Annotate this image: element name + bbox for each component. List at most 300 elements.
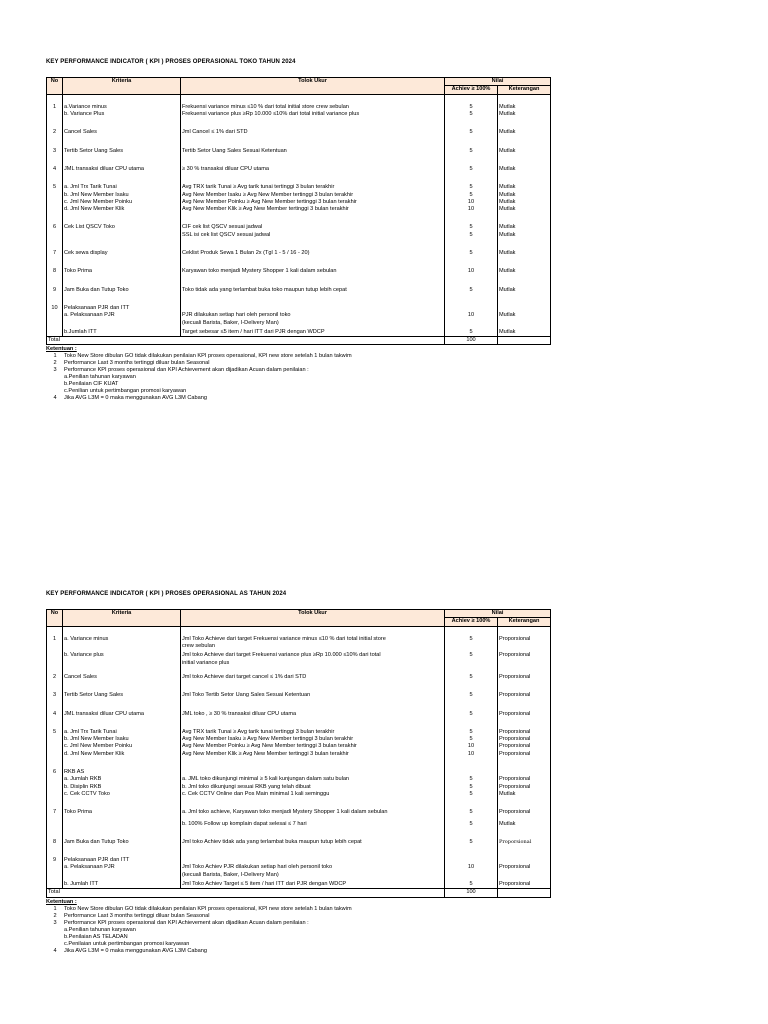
achiev-cell: 5 <box>445 224 498 231</box>
row-number <box>47 736 63 743</box>
table-row <box>47 287 551 294</box>
table-row <box>47 784 551 791</box>
spacer-cell <box>498 137 551 148</box>
spacer-cell <box>47 276 63 287</box>
tolok-ukur-cell: CIF cek list QSCV sesuai jadwal <box>181 224 445 231</box>
ketentuan-text: Toko New Store dibulan GO tidak dilakukan penilaian KPI proses operasional, KPI new store setelah 1 bulan takwim <box>64 353 352 360</box>
spacer-cell <box>63 239 181 250</box>
table-row <box>47 224 551 231</box>
ketentuan-text: b.Penilaian CIF KUAT <box>64 381 119 388</box>
spacer-cell <box>445 257 498 268</box>
row-number <box>47 232 63 239</box>
keterangan-cell: Mutlak <box>498 206 551 213</box>
achiev-cell <box>445 643 498 650</box>
spacer-cell <box>498 294 551 305</box>
spacer-cell <box>63 627 181 636</box>
spacer-cell <box>47 828 63 839</box>
spacer-cell <box>498 239 551 250</box>
spacer-cell <box>445 798 498 809</box>
row-number <box>47 872 63 879</box>
row-number: 9 <box>47 287 63 294</box>
kriteria-cell: b. Jumlah ITT <box>63 881 181 889</box>
ketentuan-text: b.Penilaian AS TELADAN <box>64 933 128 940</box>
tolok-ukur-cell: a. JML toko dikunjungi minimal ≥ 5 kali kunjungan dalam satu bulan <box>181 776 445 783</box>
spacer-cell <box>498 257 551 268</box>
row-number: 8 <box>47 839 63 846</box>
achiev-cell: 5 <box>445 329 498 337</box>
spacer-row <box>47 213 551 224</box>
ketentuan-number: 1 <box>53 905 57 912</box>
row-number <box>47 643 63 650</box>
spacer-cell <box>181 798 445 809</box>
kriteria-cell: Cek sewa display <box>63 250 181 257</box>
total-value: 100 <box>445 889 498 897</box>
tolok-ukur-cell: initial variance plus <box>181 660 445 667</box>
spacer-cell <box>445 681 498 692</box>
kriteria-cell: b. Jml New Member Isaku <box>63 192 181 199</box>
kriteria-cell: a. Jml Trx Tarik Tunai <box>63 184 181 191</box>
tolok-ukur-cell: Jml Toko Achieve dari target Frekuensi variance minus ≤10 % dari total initial store <box>181 636 445 643</box>
kriteria-cell: b.Jumlah ITT <box>63 329 181 337</box>
spacer-cell <box>181 758 445 769</box>
keterangan-cell: Mutlak <box>498 148 551 155</box>
table-row <box>47 839 551 846</box>
achiev-cell: 10 <box>445 199 498 206</box>
kriteria-cell <box>63 320 181 327</box>
spacer-cell <box>181 239 445 250</box>
tolok-ukur-cell: JML toko , ≥ 30 % transaksi diluar CPU utama <box>181 711 445 718</box>
keterangan-cell: Proporsional <box>498 881 551 889</box>
keterangan-cell: Proporsional <box>498 864 551 871</box>
tolok-ukur-cell: Toko tidak ada yang terlambat buka toko maupun tutup lebih cepat <box>181 287 445 294</box>
spacer-cell <box>445 718 498 729</box>
kriteria-cell: b. Variance plus <box>63 652 181 659</box>
spacer-row <box>47 276 551 287</box>
table-row <box>47 872 551 879</box>
row-number: 2 <box>47 674 63 681</box>
row-number <box>47 192 63 199</box>
kriteria-cell: JML transaksi diluar CPU utama <box>63 166 181 173</box>
achiev-cell <box>445 305 498 312</box>
spacer-row <box>47 718 551 729</box>
row-number: 6 <box>47 769 63 776</box>
achiev-cell <box>445 320 498 327</box>
tolok-ukur-cell: crew sebulan <box>181 643 445 650</box>
tolok-ukur-cell: Tertib Setor Uang Sales Sesuai Ketentuan <box>181 148 445 155</box>
achiev-cell: 5 <box>445 692 498 699</box>
header-nilai: Nilai <box>445 610 551 618</box>
table-row <box>47 636 551 643</box>
total-value: 100 <box>445 337 498 345</box>
tolok-ukur-cell: (kecuali Barista, Baker, I-Delivery Man) <box>181 320 445 327</box>
spacer-cell <box>47 95 63 104</box>
spacer-row <box>47 137 551 148</box>
kriteria-cell <box>63 821 181 828</box>
table-row <box>47 821 551 828</box>
table-row <box>47 751 551 758</box>
keterangan-cell: Proporsional <box>498 743 551 750</box>
achiev-cell <box>445 660 498 667</box>
keterangan-cell: Mutlak <box>498 312 551 319</box>
kriteria-cell: d. Jml New Member Klik <box>63 751 181 758</box>
tolok-ukur-cell: a. Jml toko achieve, Karyawan toko menjadi Mystery Shopper 1 kali dalam sebulan <box>181 809 445 816</box>
table-row <box>47 268 551 275</box>
ketentuan-item <box>46 367 550 374</box>
row-number <box>47 864 63 871</box>
spacer-cell <box>445 627 498 636</box>
keterangan-cell: Mutlak <box>498 111 551 118</box>
ketentuan-title: Ketentuan : <box>46 898 77 905</box>
table-row <box>47 312 551 319</box>
kpi-as-table <box>46 609 551 898</box>
row-number: 10 <box>47 305 63 312</box>
row-number: 4 <box>47 711 63 718</box>
keterangan-cell <box>498 857 551 864</box>
tolok-ukur-cell: Ceklist Produk Sewa 1 Bulan 2x (Tgl 1 - 5 / 16 - 20) <box>181 250 445 257</box>
spacer-cell <box>498 700 551 711</box>
achiev-cell: 5 <box>445 104 498 111</box>
row-number <box>47 776 63 783</box>
spacer-cell <box>47 798 63 809</box>
achiev-cell: 5 <box>445 736 498 743</box>
achiev-cell: 10 <box>445 864 498 871</box>
keterangan-cell <box>498 660 551 667</box>
row-number <box>47 111 63 118</box>
keterangan-cell: Mutlak <box>498 129 551 136</box>
kpi-toko-title: KEY PERFORMANCE INDICATOR ( KPI ) PROSES OPERASIONAL TOKO TAHUN 2024 <box>46 59 296 65</box>
tolok-ukur-cell: Jml Toko Achiev Target ≤ 5 item / hari ITT dari PJR dengan WDCP <box>181 881 445 889</box>
spacer-cell <box>445 213 498 224</box>
ketentuan-item <box>46 941 550 948</box>
table-row <box>47 652 551 659</box>
spacer-cell <box>181 700 445 711</box>
kriteria-cell: Jam Buka dan Tutup Toko <box>63 839 181 846</box>
table-row <box>47 305 551 312</box>
achiev-cell: 10 <box>445 312 498 319</box>
achiev-cell: 10 <box>445 751 498 758</box>
spacer-cell <box>498 758 551 769</box>
kriteria-cell: a. Pelaksanaan PJR <box>63 864 181 871</box>
spacer-cell <box>498 828 551 839</box>
spacer-cell <box>63 846 181 857</box>
keterangan-cell <box>498 872 551 879</box>
total-label: Total <box>47 889 445 897</box>
spacer-cell <box>63 257 181 268</box>
ketentuan-number: 1 <box>53 353 57 360</box>
achiev-cell: 5 <box>445 166 498 173</box>
ketentuan-item <box>46 374 550 381</box>
spacer-cell <box>498 681 551 692</box>
header-achiev: Achiev ≥ 100% <box>445 86 498 95</box>
spacer-cell <box>181 257 445 268</box>
ketentuan-item <box>46 353 550 360</box>
tolok-ukur-cell: Jml Toko Tertib Setor Uang Sales Sesuai Ketentuan <box>181 692 445 699</box>
keterangan-cell: Proporsional <box>498 776 551 783</box>
ketentuan-as <box>46 899 550 955</box>
tolok-ukur-cell: SSL isi cek list QSCV sesuai jadwal <box>181 232 445 239</box>
keterangan-cell: Proporsional <box>498 711 551 718</box>
tolok-ukur-cell <box>181 769 445 776</box>
kriteria-cell: Toko Prima <box>63 809 181 816</box>
table-row <box>47 729 551 736</box>
spacer-cell <box>47 257 63 268</box>
keterangan-cell: Proporsional <box>498 652 551 659</box>
spacer-cell <box>63 294 181 305</box>
spacer-cell <box>181 294 445 305</box>
keterangan-cell: Mutlak <box>498 250 551 257</box>
kpi-as-title: KEY PERFORMANCE INDICATOR ( KPI ) PROSES OPERASIONAL AS TAHUN 2024 <box>46 591 287 597</box>
spacer-row <box>47 798 551 809</box>
spacer-row <box>47 155 551 166</box>
ketentuan-item <box>46 395 550 402</box>
kpi-toko-section <box>46 59 550 402</box>
ketentuan-text: Toko New Store dibulan GO tidak dilakukan penilaian KPI proses operasional, KPI new store setelah 1 bulan takwim <box>64 905 352 912</box>
table-row <box>47 329 551 337</box>
achiev-cell: 5 <box>445 287 498 294</box>
kriteria-cell: a. Jml Trx Tarik Tunai <box>63 729 181 736</box>
spacer-cell <box>63 718 181 729</box>
table-row <box>47 674 551 681</box>
row-number <box>47 660 63 667</box>
spacer-cell <box>63 118 181 129</box>
kriteria-cell <box>63 232 181 239</box>
ketentuan-item <box>46 920 550 927</box>
keterangan-cell: Mutlak <box>498 329 551 337</box>
spacer-cell <box>63 828 181 839</box>
spacer-cell <box>181 828 445 839</box>
row-number <box>47 312 63 319</box>
tolok-ukur-cell: Target sebesar ≤5 item / hari ITT dari PJR dengan WDCP <box>181 329 445 337</box>
row-number <box>47 791 63 798</box>
ketentuan-item <box>46 360 550 367</box>
table-row <box>47 769 551 776</box>
spacer-cell <box>47 718 63 729</box>
kriteria-cell: JML transaksi diluar CPU utama <box>63 711 181 718</box>
kriteria-cell <box>63 660 181 667</box>
achiev-cell: 5 <box>445 111 498 118</box>
spacer-cell <box>445 846 498 857</box>
kpi-toko-table <box>46 77 551 345</box>
tolok-ukur-cell: Avg TRX tarik Tunai ≥ Avg tarik tunai tertinggi 3 bulan terakhir <box>181 729 445 736</box>
kriteria-cell: Tertib Setor Uang Sales <box>63 692 181 699</box>
spacer-cell <box>445 155 498 166</box>
tolok-ukur-cell: Avg New Member Klik ≥ Avg New Member tertinggi 3 bulan terakhir <box>181 206 445 213</box>
spacer-cell <box>498 173 551 184</box>
spacer-row <box>47 667 551 674</box>
achiev-cell: 5 <box>445 636 498 643</box>
spacer-cell <box>445 758 498 769</box>
row-number: 1 <box>47 104 63 111</box>
achiev-cell: 5 <box>445 729 498 736</box>
keterangan-cell: Proporsional <box>498 784 551 791</box>
keterangan-cell: Proporsional <box>498 729 551 736</box>
row-number: 7 <box>47 250 63 257</box>
row-number: 6 <box>47 224 63 231</box>
achiev-cell <box>445 769 498 776</box>
table-row <box>47 881 551 889</box>
achiev-cell <box>445 857 498 864</box>
ketentuan-toko-list <box>46 353 550 402</box>
table-row <box>47 199 551 206</box>
tolok-ukur-cell <box>181 857 445 864</box>
ketentuan-number: 4 <box>53 395 57 402</box>
spacer-cell <box>47 667 63 674</box>
ketentuan-item <box>46 948 550 955</box>
spacer-cell <box>47 137 63 148</box>
achiev-cell <box>445 872 498 879</box>
row-number <box>47 821 63 828</box>
row-number: 7 <box>47 809 63 816</box>
table-row <box>47 692 551 699</box>
achiev-cell: 5 <box>445 881 498 889</box>
spacer-cell <box>498 846 551 857</box>
ketentuan-as-list <box>46 906 550 955</box>
kriteria-cell: Pelaksanaan PJR dan ITT <box>63 305 181 312</box>
spacer-cell <box>47 239 63 250</box>
spacer-cell <box>445 828 498 839</box>
spacer-cell <box>47 118 63 129</box>
spacer-cell <box>498 627 551 636</box>
spacer-cell <box>47 758 63 769</box>
ketentuan-text: Performance KPI proses operasional dan KPI Achievement akan dijadikan Acuan dalam penilaian : <box>64 367 309 374</box>
achiev-cell: 5 <box>445 839 498 846</box>
table-row <box>47 129 551 136</box>
table-row <box>47 104 551 111</box>
spacer-cell <box>181 137 445 148</box>
table-row <box>47 184 551 191</box>
row-number: 2 <box>47 129 63 136</box>
spacer-cell <box>498 798 551 809</box>
ketentuan-toko <box>46 346 550 402</box>
table-row <box>47 864 551 871</box>
ketentuan-text: a.Penilian tahunan karyawan <box>64 374 136 381</box>
tolok-ukur-cell: PJR dilakukan setiap hari oleh personil toko <box>181 312 445 319</box>
spacer-cell <box>47 627 63 636</box>
table-row <box>47 148 551 155</box>
row-number <box>47 206 63 213</box>
spacer-cell <box>47 846 63 857</box>
ketentuan-item <box>46 906 550 913</box>
spacer-row <box>47 239 551 250</box>
row-number <box>47 751 63 758</box>
row-number: 3 <box>47 148 63 155</box>
spacer-row <box>47 758 551 769</box>
spacer-cell <box>181 173 445 184</box>
spacer-cell <box>47 294 63 305</box>
kriteria-cell: c. Cek CCTV Toko <box>63 791 181 798</box>
row-number: 1 <box>47 636 63 643</box>
spacer-cell <box>63 213 181 224</box>
tolok-ukur-cell: Jml toko Achieve dari target Frekuensi variance plus ≥Rp 10.000 ≤10% dari total <box>181 652 445 659</box>
ketentuan-number: 3 <box>53 919 57 926</box>
keterangan-cell: Mutlak <box>498 791 551 798</box>
spacer-cell <box>498 155 551 166</box>
spacer-row <box>47 118 551 129</box>
spacer-cell <box>445 173 498 184</box>
spacer-cell <box>181 276 445 287</box>
row-number: 4 <box>47 166 63 173</box>
keterangan-cell: Mutlak <box>498 268 551 275</box>
kriteria-cell: a.Variance minus <box>63 104 181 111</box>
kriteria-cell: d. Jml New Member Klik <box>63 206 181 213</box>
achiev-cell: 5 <box>445 652 498 659</box>
kriteria-cell: b. Disiplin RKB <box>63 784 181 791</box>
spacer-cell <box>63 798 181 809</box>
header-no: No <box>47 78 63 95</box>
achiev-cell: 5 <box>445 674 498 681</box>
spacer-cell <box>445 118 498 129</box>
table-row <box>47 809 551 816</box>
tolok-ukur-cell <box>181 305 445 312</box>
row-number: 3 <box>47 692 63 699</box>
spacer-cell <box>498 718 551 729</box>
ketentuan-text: Performance Last 3 months tertinggi diluar bulan Seasonal <box>64 912 210 919</box>
kriteria-cell: Cancel Sales <box>63 129 181 136</box>
tolok-ukur-cell: (kecuali Barista, Baker, I-Delivery Man) <box>181 872 445 879</box>
spacer-cell <box>498 276 551 287</box>
keterangan-cell: Mutlak <box>498 192 551 199</box>
achiev-cell: 5 <box>445 809 498 816</box>
tolok-ukur-cell: Avg TRX tarik Tunai ≥ Avg tarik tunai tertinggi 3 bulan terakhir <box>181 184 445 191</box>
spacer-cell <box>63 758 181 769</box>
row-number <box>47 329 63 337</box>
spacer-cell <box>445 294 498 305</box>
kpi-toko-rows <box>47 95 551 337</box>
kpi-as-rows <box>47 627 551 889</box>
ketentuan-number: 4 <box>53 947 57 954</box>
achiev-cell: 10 <box>445 206 498 213</box>
tolok-ukur-cell: b. 100% Follow up komplain dapat selesai ≤ 7 hari <box>181 821 445 828</box>
spacer-cell <box>63 137 181 148</box>
table-row <box>47 206 551 213</box>
spacer-cell <box>445 700 498 711</box>
achiev-cell: 5 <box>445 250 498 257</box>
kriteria-cell: Cancel Sales <box>63 674 181 681</box>
spacer-cell <box>47 700 63 711</box>
total-label: Total <box>47 337 445 345</box>
kriteria-cell: Jam Buka dan Tutup Toko <box>63 287 181 294</box>
keterangan-cell: Proporsional <box>498 809 551 816</box>
tolok-ukur-cell: Avg New Member Isaku ≥ Avg New Member tertinggi 3 bulan terakhir <box>181 192 445 199</box>
keterangan-cell: Proporsional <box>498 674 551 681</box>
spacer-cell <box>63 95 181 104</box>
spacer-row <box>47 173 551 184</box>
spacer-cell <box>63 700 181 711</box>
total-keterangan-empty <box>498 337 551 345</box>
tolok-ukur-cell: Karyawan toko menjadi Mystery Shopper 1 kali dalam sebulan <box>181 268 445 275</box>
spacer-cell <box>47 213 63 224</box>
keterangan-cell <box>498 769 551 776</box>
table-row <box>47 643 551 650</box>
table-row <box>47 857 551 864</box>
keterangan-cell: Proporsional <box>498 751 551 758</box>
spacer-cell <box>63 667 181 674</box>
header-no: No <box>47 610 63 627</box>
tolok-ukur-cell: Jml Toko Achiev PJR dilakukan setiap hari oleh personil toko <box>181 864 445 871</box>
table-row <box>47 232 551 239</box>
spacer-cell <box>181 213 445 224</box>
ketentuan-text: Performance Last 3 months tertinggi diluar bulan Seasonal <box>64 360 210 367</box>
spacer-cell <box>445 667 498 674</box>
total-keterangan-empty <box>498 889 551 897</box>
spacer-cell <box>47 155 63 166</box>
header-tolok-ukur: Tolok Ukur <box>181 610 445 627</box>
table-row <box>47 743 551 750</box>
spacer-cell <box>63 155 181 166</box>
table-row <box>47 736 551 743</box>
tolok-ukur-cell: c. Cek CCTV Online dan Pos Main minimal 1 kali seminggu <box>181 791 445 798</box>
keterangan-cell: Mutlak <box>498 821 551 828</box>
